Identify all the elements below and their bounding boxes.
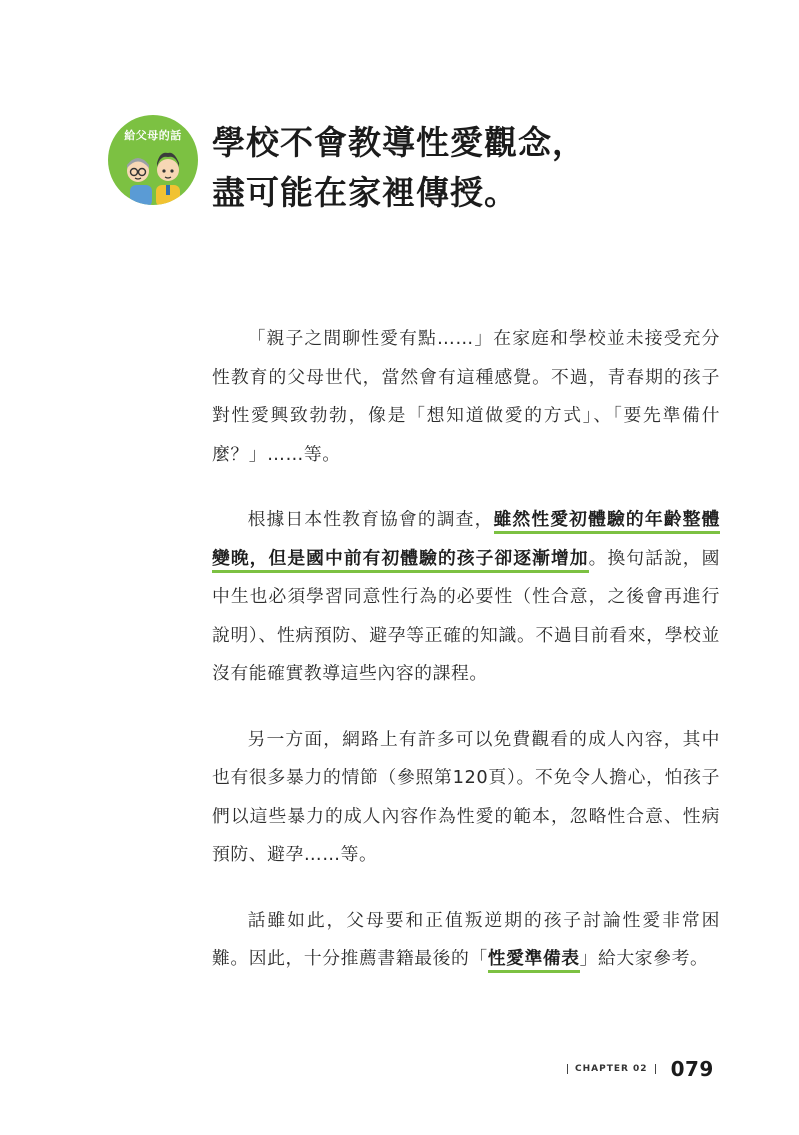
- paragraph-4-tail: 」給大家參考。: [579, 948, 709, 969]
- paragraph-3: 另一方面，網路上有許多可以免費觀看的成人內容，其中也有很多暴力的情節（參照第120頁）。不免令人擔心，怕孩子們以這些暴力的成人內容作為性愛的範本，忽略性合意、性病預防、避孕……等。: [212, 728, 720, 865]
- paragraph-2: [212, 501, 720, 694]
- page-title: [212, 118, 732, 218]
- paragraph-4: [212, 902, 720, 979]
- page-number: 079: [670, 1057, 714, 1081]
- paragraph-4-highlight: 性愛準備表: [488, 948, 580, 973]
- parents-message-badge: [108, 115, 198, 205]
- badge-label: 給父母的話: [124, 129, 182, 142]
- page-footer: [560, 1054, 714, 1084]
- article-body: [212, 320, 720, 1006]
- title-line-2: 盡可能在家裡傳授。: [212, 173, 518, 212]
- paragraph-1: 「親子之間聊性愛有點……」在家庭和學校並未接受充分性教育的父母世代，當然會有這種感覺。不過，青春期的孩子對性愛興致勃勃，像是「想知道做愛的方式」、「要先準備什麼？」……等。: [212, 328, 720, 465]
- divider: [567, 1064, 568, 1074]
- paragraph-2-tail: 。換句話說，國中生也必須學習同意性行為的必要性（性合意，之後會再進行說明）、性病預防、避孕等正確的知識。不過目前看來，學校並沒有能確實教導這些內容的課程。: [212, 547, 720, 684]
- paragraph-2-lead: 根據日本性教育協會的調查，: [247, 509, 494, 530]
- paragraph-4-lead: 話雖如此，父母要和正值叛逆期的孩子討論性愛非常困難。因此，十分推薦書籍最後的「: [212, 909, 720, 969]
- divider: [655, 1064, 656, 1074]
- chapter-label: CHAPTER 02: [575, 1064, 648, 1074]
- title-line-1: 學校不會教導性愛觀念，: [212, 123, 586, 162]
- paragraph-2-highlight: 雖然性愛初體驗的年齡整體變晚，但是國中前有初體驗的孩子卻逐漸增加: [212, 509, 720, 573]
